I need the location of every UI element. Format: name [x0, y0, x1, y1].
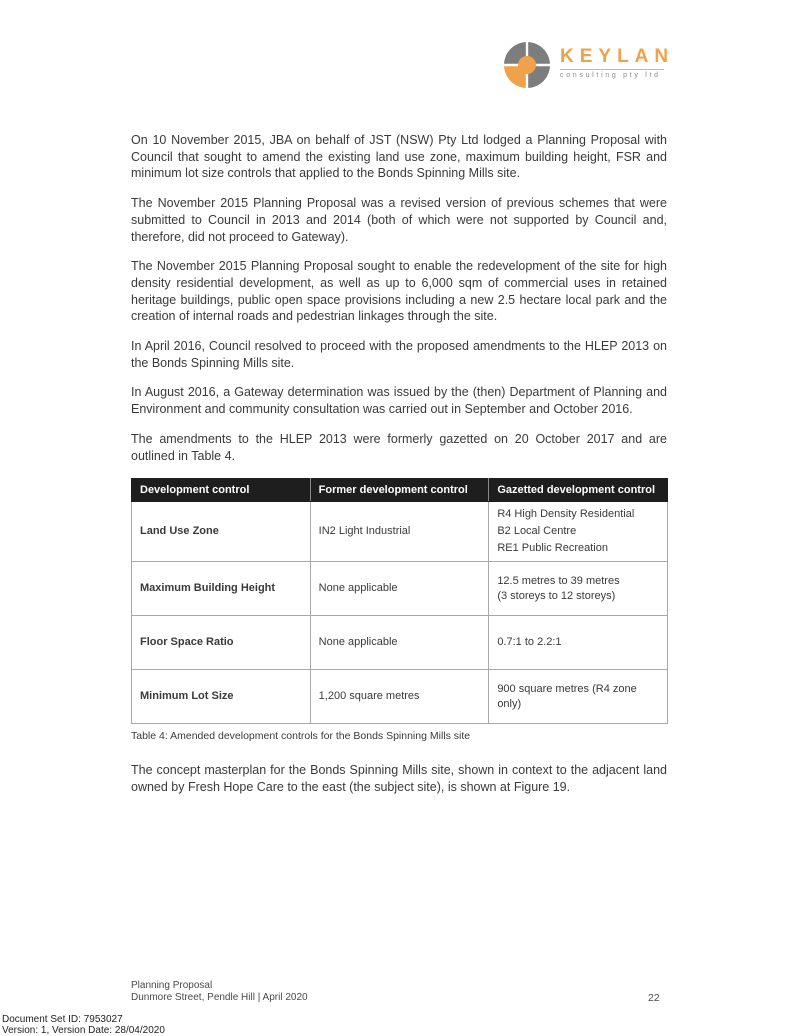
- footer-title: Planning Proposal: [131, 980, 213, 991]
- logo-subtitle: consulting pty ltd: [560, 72, 661, 79]
- control-name: Maximum Building Height: [132, 562, 311, 616]
- control-name: Land Use Zone: [132, 502, 311, 562]
- document-version: Version: 1, Version Date: 28/04/2020: [2, 1025, 165, 1036]
- table-row: [132, 502, 668, 562]
- table-header-row: [132, 479, 668, 502]
- table-row: [132, 562, 668, 616]
- header-gazetted-control: Gazetted development control: [489, 479, 668, 502]
- paragraph: In August 2016, a Gateway determination was issued by the (then) Department of Planning and Environment and community consultation was carried out in September and October 2016.: [131, 385, 667, 417]
- table-row: [132, 670, 668, 724]
- keylan-logo-mark-icon: [502, 40, 552, 90]
- development-controls-table: [131, 478, 668, 724]
- gazetted-value: [489, 562, 668, 616]
- page-number: 22: [648, 992, 660, 1004]
- keylan-logo: [502, 40, 675, 90]
- document-set-id: Document Set ID: 7953027: [2, 1014, 123, 1025]
- control-name: Minimum Lot Size: [132, 670, 311, 724]
- logo-divider: [560, 69, 664, 70]
- paragraph: In April 2016, Council resolved to proceed with the proposed amendments to the HLEP 2013 on the Bonds Spinning Mills site.: [131, 339, 667, 370]
- former-value: None applicable: [310, 616, 489, 670]
- table-caption: Table 4: Amended development controls for the Bonds Spinning Mills site: [131, 730, 471, 743]
- gazetted-line: R4 High Density Residential: [497, 508, 635, 521]
- table-row: [132, 616, 668, 670]
- control-name: Floor Space Ratio: [132, 616, 311, 670]
- gazetted-line: (3 storeys to 12 storeys): [497, 589, 616, 602]
- paragraph: The November 2015 Planning Proposal was a revised version of previous schemes that were submitted to Council in 2013 and 2014 (both of which were not supported by Council and, therefore, did not proceed to Gateway).: [131, 196, 667, 244]
- former-value: IN2 Light Industrial: [310, 502, 489, 562]
- former-value: None applicable: [310, 562, 489, 616]
- gazetted-line: RE1 Public Recreation: [497, 542, 608, 555]
- paragraph: On 10 November 2015, JBA on behalf of JST (NSW) Pty Ltd lodged a Planning Proposal with Council that sought to amend the existing land use zone, maximum building height, FSR and minimum lot size controls that applied to the Bonds Spinning Mills site.: [131, 133, 667, 181]
- gazetted-value: [489, 502, 668, 562]
- document-body: [131, 132, 667, 809]
- gazetted-line: B2 Local Centre: [497, 525, 577, 538]
- gazetted-line: 12.5 metres to 39 metres: [497, 574, 620, 587]
- paragraph: The amendments to the HLEP 2013 were formerly gazetted on 20 October 2017 and are outlined in Table 4.: [131, 431, 667, 463]
- gazetted-line: 900 square metres (R4 zone only): [497, 682, 637, 710]
- logo-name: KEYLAN: [560, 46, 675, 67]
- gazetted-line: 0.7:1 to 2.2:1: [497, 636, 562, 649]
- footer-subtitle: Dunmore Street, Pendle Hill | April 2020: [131, 992, 308, 1003]
- paragraph: The concept masterplan for the Bonds Spinning Mills site, shown in context to the adjacent land owned by Fresh Hope Care to the east (the subject site), is shown at Figure 19.: [131, 763, 667, 794]
- document-stamp: [2, 1014, 165, 1036]
- gazetted-value: [489, 670, 668, 724]
- page-footer: [131, 980, 308, 1004]
- former-value: 1,200 square metres: [310, 670, 489, 724]
- header-development-control: Development control: [132, 479, 311, 502]
- paragraph: The November 2015 Planning Proposal sought to enable the redevelopment of the site for high density residential development, as well as up to 6,000 sqm of commercial uses in retained heritage buildings, public open space provisions including a new 2.5 hectare local park and the creation of internal roads and pedestrian linkages through the site.: [131, 259, 667, 324]
- header-former-control: Former development control: [310, 479, 489, 502]
- gazetted-value: [489, 616, 668, 670]
